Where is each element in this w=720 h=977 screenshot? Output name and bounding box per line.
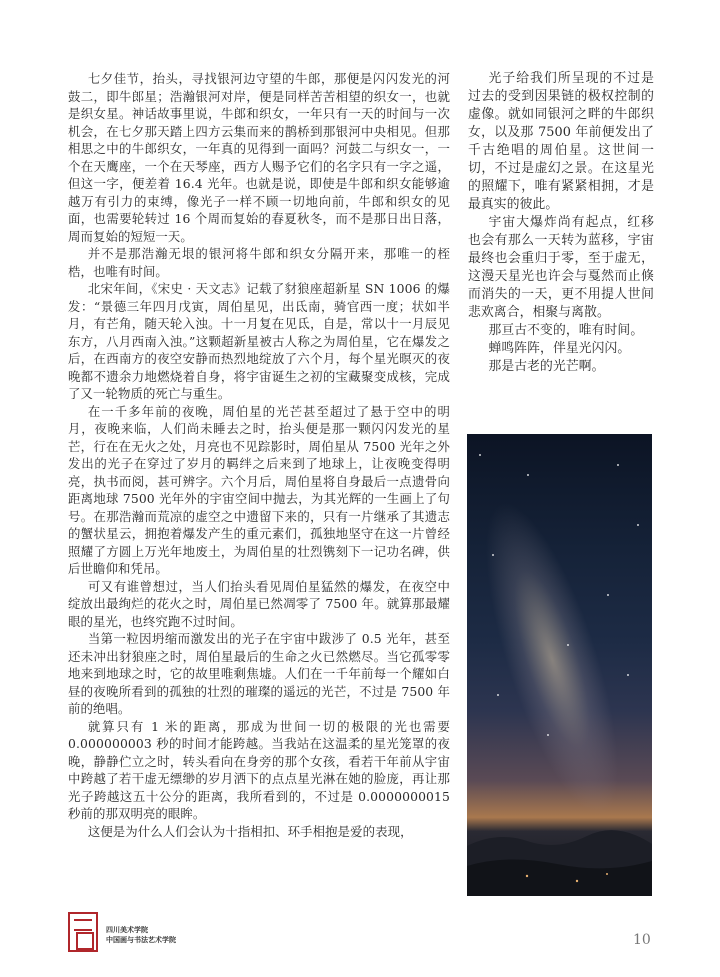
paragraph: 并不是那浩瀚无垠的银河将牛郎和织女分隔开来，那唯一的桎梏，也唯有时间。 [68, 246, 450, 279]
star [497, 694, 499, 696]
paragraph: 这便是为什么人们会认为十指相扣、环手相抱是爱的表现， [87, 823, 413, 839]
star [479, 454, 481, 456]
mountain-silhouette [467, 806, 652, 896]
star [492, 554, 494, 556]
paragraph: 当第一粒因坍缩而激发出的光子在宇宙中跋涉了 0.5 光年，甚至还未冲出豺狼座之时，周伯星最后的生命之火已然燃尽。当它孤零零地来到地球之时，它的故里唯剩焦墟。人们在一千年前每一个耀如白昼的夜晚所看到的孤独的壮烈的璀璨的遥远的光芒，不过是 7500 年前的绝唱。 [68, 631, 450, 716]
star [567, 644, 569, 646]
paragraph: 光子给我们所呈现的不过是过去的受到因果链的极权控制的虚像。就如同银河之畔的牛郎织女，以及那 7500 年前便发出了千古绝唱的周伯星。这世间一切，不过是虚幻之景。在这星光的照耀下，唯有紧紧相拥，才是最真实的彼此。 [468, 71, 654, 212]
star [607, 594, 609, 596]
star [637, 524, 639, 526]
institution-name: 四川美术学院 [106, 926, 148, 934]
star [547, 734, 549, 736]
page-number: 10 [633, 932, 651, 948]
left-column [68, 70, 450, 840]
star [527, 474, 529, 476]
milky-way-band [467, 488, 646, 830]
paragraph: 可又有谁曾想过，当人们抬头看见周伯星猛然的爆发，在夜空中绽放出最绚烂的花火之时，周伯星已然凋零了 7500 年。就算那最耀眼的星光，也终究跑不过时间。 [68, 578, 450, 629]
department-name: 中国画与书法艺术学院 [106, 936, 176, 944]
star [627, 674, 629, 676]
milky-way-photo [467, 434, 652, 896]
paragraph: 那是古老的光芒啊。 [488, 359, 605, 374]
right-column [468, 70, 654, 376]
paragraph: 就算只有 1 米的距离，那成为世间一切的极限的光也需要 0.000000003 秒的时间才能跨越。当我站在这温柔的星光笼罩的夜晚，静静伫立之时，转头看向在身旁的那个女孩，看若干年前从宇宙中跨越了若干虚无缥缈的岁月洒下的点点星光淋在她的脸庞，再让那光子跨越这五十公分的距离，我所看到的，不过是 0.0000000015 秒前的那双明亮的眼眸。 [68, 718, 450, 821]
paragraph: 七夕佳节，抬头，寻找银河边守望的牛郎，那便是闪闪发光的河鼓二，即牛郎星；浩瀚银河对岸，便是同样苦苦相望的织女一，也就是织女星。神话故事里说，牛郎和织女，一年只有一天的时间与一次机会，在七夕那天踏上四方云集而来的鹊桥到那银河中央相见。但那相思之中的牛郎织女，一年真的见得到一面吗？河鼓二与织女一，一个在天鹰座，一个在天琴座，西方人赐予它们的名字只有一字之遥，但这一字，便差着 16.4 光年。也就是说，即使是牛郎和织女能够逾越万有引力的束缚，像光子一样不顾一切地向前，牛郎和织女的见面，也需要轮转过 16 个周而复始的春夏秋冬，而不是那日出日落，周而复始的短短一天。 [68, 71, 450, 244]
paragraph: 北宋年间，《宋史 · 天文志》记载了豺狼座超新星 SN 1006 的爆发：“景德三年四月戊寅，周伯星见，出氐南，骑官西一度；状如半月，有芒角，随天轮入浊。十一月复在见氐，自是，常以十一月辰见东方，八月西南入浊。”这颗超新星被古人称之为周伯星，它在爆发之后，在西南方的夜空安静而热烈地绽放了六个月，每个星光暝灭的夜晚都不遗余力地燃烧着自身，将宇宙诞生之初的宝藏聚变成核，完成了又一轮物质的死亡与重生。 [68, 281, 450, 401]
paragraph: 那亘古不变的，唯有时间。 [488, 323, 644, 338]
star [617, 464, 619, 466]
paragraph: 在一千多年前的夜晚，周伯星的光芒甚至超过了悬于空中的明月，夜晚来临，人们尚未睡去之时，抬头便是那一颗闪闪发光的星芒，行在在无火之处，月亮也不见踪影时，周伯星从 7500 光年之外发出的光子在穿过了岁月的羁绊之后来到了地球上，让夜晚变得明亮，执书而阅，甚可辨字。六个月后，周伯星将自身最后一点遗骨向距离地球 7500 光年外的宇宙空间中抛去，为其光辉的一生画上了句号。在那浩瀚而荒凉的虚空之中遗留下来的，只有一片继承了其遗志的蟹状星云，拥抱着爆发产生的重元素们，孤独地坚守在这一片曾经照耀了方圆上万光年地废土，为周伯星的壮烈镌刻下一记功名碑，供后世瞻仰和凭吊。 [68, 403, 450, 576]
institution-logo [68, 912, 98, 952]
paragraph: 蝉鸣阵阵，伴星光闪闪。 [488, 341, 631, 356]
paragraph: 宇宙大爆炸尚有起点，红移也会有那么一天转为蓝移，宇宙最终也会重归于零，至于虚无，这漫天星光也许会与戛然而止倏而消失的一天，更不用提人世间悲欢离合，相聚与离散。 [468, 215, 654, 320]
